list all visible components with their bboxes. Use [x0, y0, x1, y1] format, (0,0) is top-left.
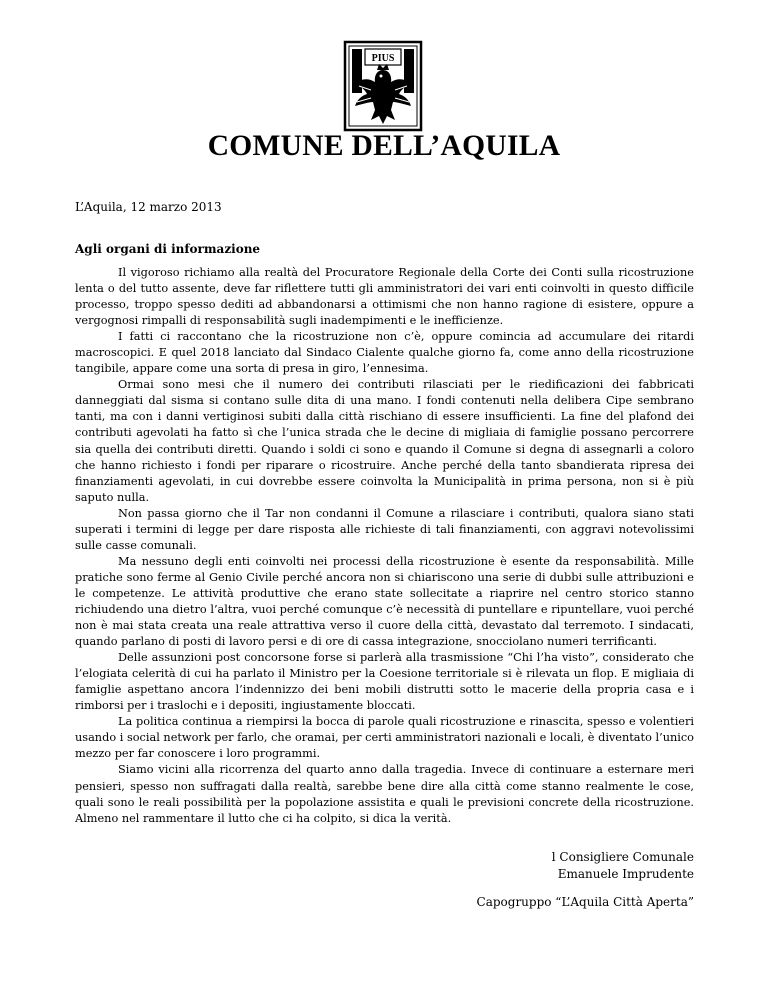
body-paragraph: Il vigoroso richiamo alla realtà del Procuratore Regionale della Corte dei Conti sulla ricostruzione lenta o del tutto assente, deve far riflettere tutti gli amministratori dei vari enti coinvolti in questo difficile processo, troppo spesso dediti ad abbandonarsi a ottimismi che non hanno ragione di esistere, oppure a vergognosi rimpalli di responsabilità sugli inadempimenti e le inefficienze.: [75, 266, 694, 328]
body-paragraph: Ormai sono mesi che il numero dei contributi rilasciati per le riedificazioni dei fabbricati danneggiati dal sisma si contano sulle dita di una mano. I fondi contenuti nella delibera Cipe sembrano tanti, ma con i danni vertiginosi subiti dalla città rischiano di essere insufficienti. La fine del plafond dei contributi agevolati ha fatto sì che l’unica strada che le decine di migliaia di famiglie possano percorrere sia quella dei contributi diretti. Quando i soldi ci sono e quando il Comune si degna di assegnarli a coloro che hanno richiesto i fondi per riparare o ricostruire. Anche perché della tanto sbandierata ripresa dei finanziamenti agevolati, in cui dovrebbe essere coinvolta la Municipalità in prima persona, non si è più saputo nulla.: [75, 378, 694, 504]
coat-of-arms-logo: [343, 40, 423, 132]
letter-body: [75, 265, 694, 827]
body-paragraph: Siamo vicini alla ricorrenza del quarto anno dalla tragedia. Invece di continuare a esternare meri pensieri, spesso non suffragati dalla realtà, sarebbe bene dire alla città come stanno realmente le cose, quali sono le reali possibilità per la popolazione assistita e quali le previsioni concrete della ricostruzione. Almeno nel rammentare il lutto che ci ha colpito, si dica la verità.: [75, 763, 694, 825]
body-paragraph: I fatti ci raccontano che la ricostruzione non c’è, oppure comincia ad accumulare dei ritardi macroscopici. E quel 2018 lanciato dal Sindaco Cialente qualche giorno fa, come anno della ricostruzione tangibile, appare come una sorta di presa in giro, l’ennesima.: [75, 330, 694, 376]
body-paragraph: La politica continua a riempirsi la bocca di parole quali ricostruzione e rinascita, spesso e volentieri usando i social network per farlo, che oramai, per certi amministratori nazionali e locali, è diventato l’unico mezzo per far conoscere i loro programmi.: [75, 715, 694, 761]
body-paragraph: Delle assunzioni post concorsone forse si parlerà alla trasmissione “Chi l’ha visto”, considerato che l’elogiata celerità di cui ha parlato il Ministro per la Coesione territoriale si è rilevata un flop. E migliaia di famiglie aspettano ancora l’indennizzo dei beni mobili distrutti sotto le macerie della propria casa e i rimborsi per i traslochi e i depositi, ingiustamente bloccati.: [75, 651, 694, 713]
signature-group: Capogruppo “L’Aquila Città Aperta”: [476, 895, 694, 909]
svg-text:PIUS: PIUS: [371, 53, 395, 64]
body-paragraph: Ma nessuno degli enti coinvolti nei processi della ricostruzione è esente da responsabilità. Mille pratiche sono ferme al Genio Civile perché ancora non si chiariscono una serie di dubbi sulle attribuzioni e le competenze. Le attività produttive che erano state sollecitate a riaprire nel centro storico stanno richiudendo una dietro l’altra, vuoi perché comunque c’è necessità di puntellare e ripuntellare, vuoi perché non è mai stata creata una reale attrattiva verso il cuore della città, devastato dal terremoto. I sindacati, quando parlano di posti di lavoro persi e di ore di cassa integrazione, snocciolano numeri terrificanti.: [75, 554, 694, 649]
body-paragraph: Non passa giorno che il Tar non condanni il Comune a rilasciare i contributi, qualora siano stati superati i termini di legge per dare risposta alle richieste di tali finanziamenti, con aggravi notevolissimi sulle casse comunali.: [75, 506, 694, 552]
signature-name: Emanuele Imprudente: [557, 867, 694, 881]
letter-addressee: Agli organi di informazione: [75, 242, 261, 256]
document-title: COMUNE DELL’AQUILA: [207, 130, 561, 162]
signature-role: l Consigliere Comunale: [551, 850, 694, 864]
letter-date: L’Aquila, 12 marzo 2013: [75, 200, 222, 214]
